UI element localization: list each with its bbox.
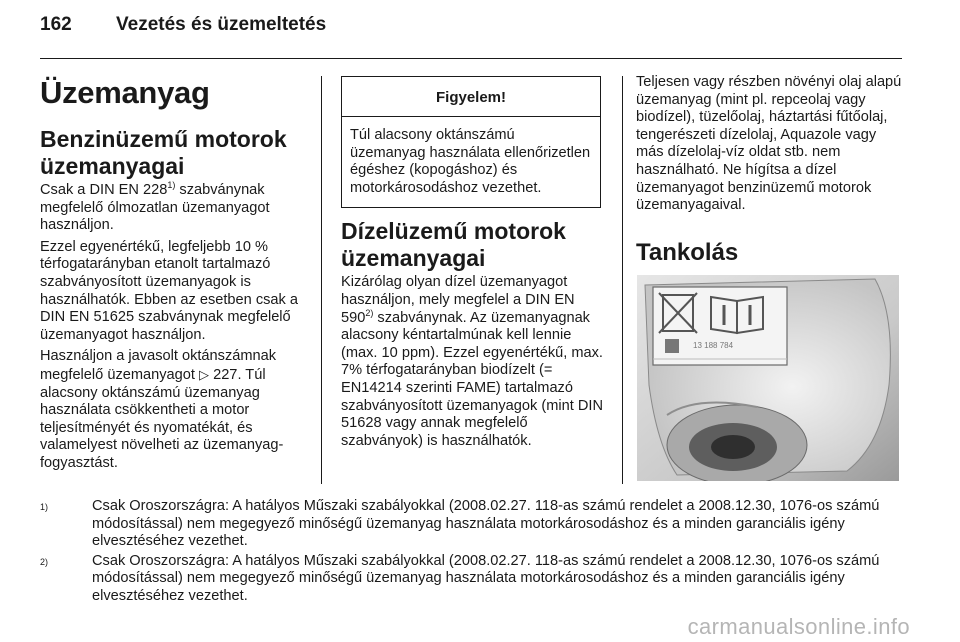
paragraph: Teljesen vagy részben növényi olaj alapú üzemanyag (mint pl. repceolaj vagy biodízel), tüzelőolaj, háztartási fűtőolaj, tengerészeti dízelolaj, Aquazole vagy más dízelolaj-víz oldat stb. nem használható. Ne hígítsa a dízel üzemanyagot benzinüzemű motorok üzemanyagaival. [636,74,902,214]
paragraph [341,274,603,450]
paragraph: Ezzel egyenértékű, legfeljebb 10 % térfogatarányban etanolt tartalmazó szabványosított üzemanyagok is használhatók. Ebben az esetben csak a DIN EN 51625 szabványnak megfelelő üzemanyagot használjon. [40,238,298,343]
fuel-flap-illustration [637,275,899,481]
warning-box [341,76,601,208]
footnote-text: Csak Oroszországra: A hatályos Műszaki szabályokkal (2008.02.27. 118-as számú rendelet a 2008.12.30, 1076-os számú módosítással) nem megegyező minőségű üzemanyag használata motorkárosodáshoz és a minden garanciális igény elvesztéséhez vezethet. [92,552,880,604]
page-number: 162 [40,14,72,35]
warning-heading: Figyelem! [342,77,600,117]
fuel-pump-icon [665,339,679,353]
column-divider [622,76,623,484]
footnote-mark: 2) [40,556,49,567]
page-header [40,14,326,48]
section-title: Üzemanyag [40,75,210,110]
footnotes [40,498,902,608]
column-left [40,66,312,473]
page-ref-arrow-icon: ▷ [199,366,210,382]
footnote-mark: 1) [40,502,49,512]
text-run: Használjon a javasolt oktánszámnak megfelelő üzemanyagot [40,348,277,383]
subsection-title-refuelling: Tankolás [636,238,739,266]
paragraph [40,182,312,235]
text-run: . Túl alacsony oktánszámú üzemanyag használata csökkentheti a motor teljesítményét és nyomatékát, és valamelyest növelheti az üzemanyag-fogyasztást. [40,366,284,471]
chapter-title: Vezetés és üzemeltetés [116,14,327,35]
text-run: Csak a DIN EN 228 [40,182,168,198]
text-run: Kizárólag olyan dízel üzemanyagot használjon, mely megfelel a DIN EN 590 [341,274,575,326]
fuel-flap-drawing [637,275,899,481]
footnote-ref[interactable]: 1) [167,180,176,191]
footnote [40,553,902,606]
column-divider [321,76,322,484]
paragraph [40,348,312,472]
page-ref-link[interactable]: 227 [213,366,238,383]
subsection-title-diesel: Dízelüzemű motorok üzemanyagai [341,218,566,272]
header-divider [40,58,902,59]
figure-code: 13 188 784 [693,341,734,350]
footnote [40,498,902,551]
subsection-title-petrol: Benzinüzemű motorok üzemanyagai [40,126,287,179]
column-middle [341,66,603,450]
footnote-ref[interactable]: 2) [365,307,374,318]
column-right [636,66,904,266]
footnote-text: Csak Oroszországra: A hatályos Műszaki szabályokkal (2008.02.27. 118-as számú rendelet a 2008.12.30, 1076-os számú módosítással) nem megegyező minőségű üzemanyag használata motorkárosodáshoz és a minden garanciális igény elvesztéséhez vezethet. [92,498,880,550]
text-run: szabványnak megfelelő ólmozatlan üzemanyagot használjon. [40,182,270,234]
text-run: szabványnak. Az üzemanyagnak alacsony kéntartalmúnak kell lennie (max. 10 ppm). Ezzel egyenértékű, max. 7% térfogatarányban biodízelt (= EN14214 szerinti FAME) tartalmazó szabványosított üzemanyagok (mint DIN 51628 vagy annak megfelelő szabványok) is használhatók. [341,309,603,449]
warning-text: Túl alacsony oktánszámú üzemanyag használata ellenőrizetlen égéshez (kopogáshoz) és motorkárosodáshoz vezethet. [350,127,591,196]
watermark: carmanualsonline.info [687,614,910,639]
